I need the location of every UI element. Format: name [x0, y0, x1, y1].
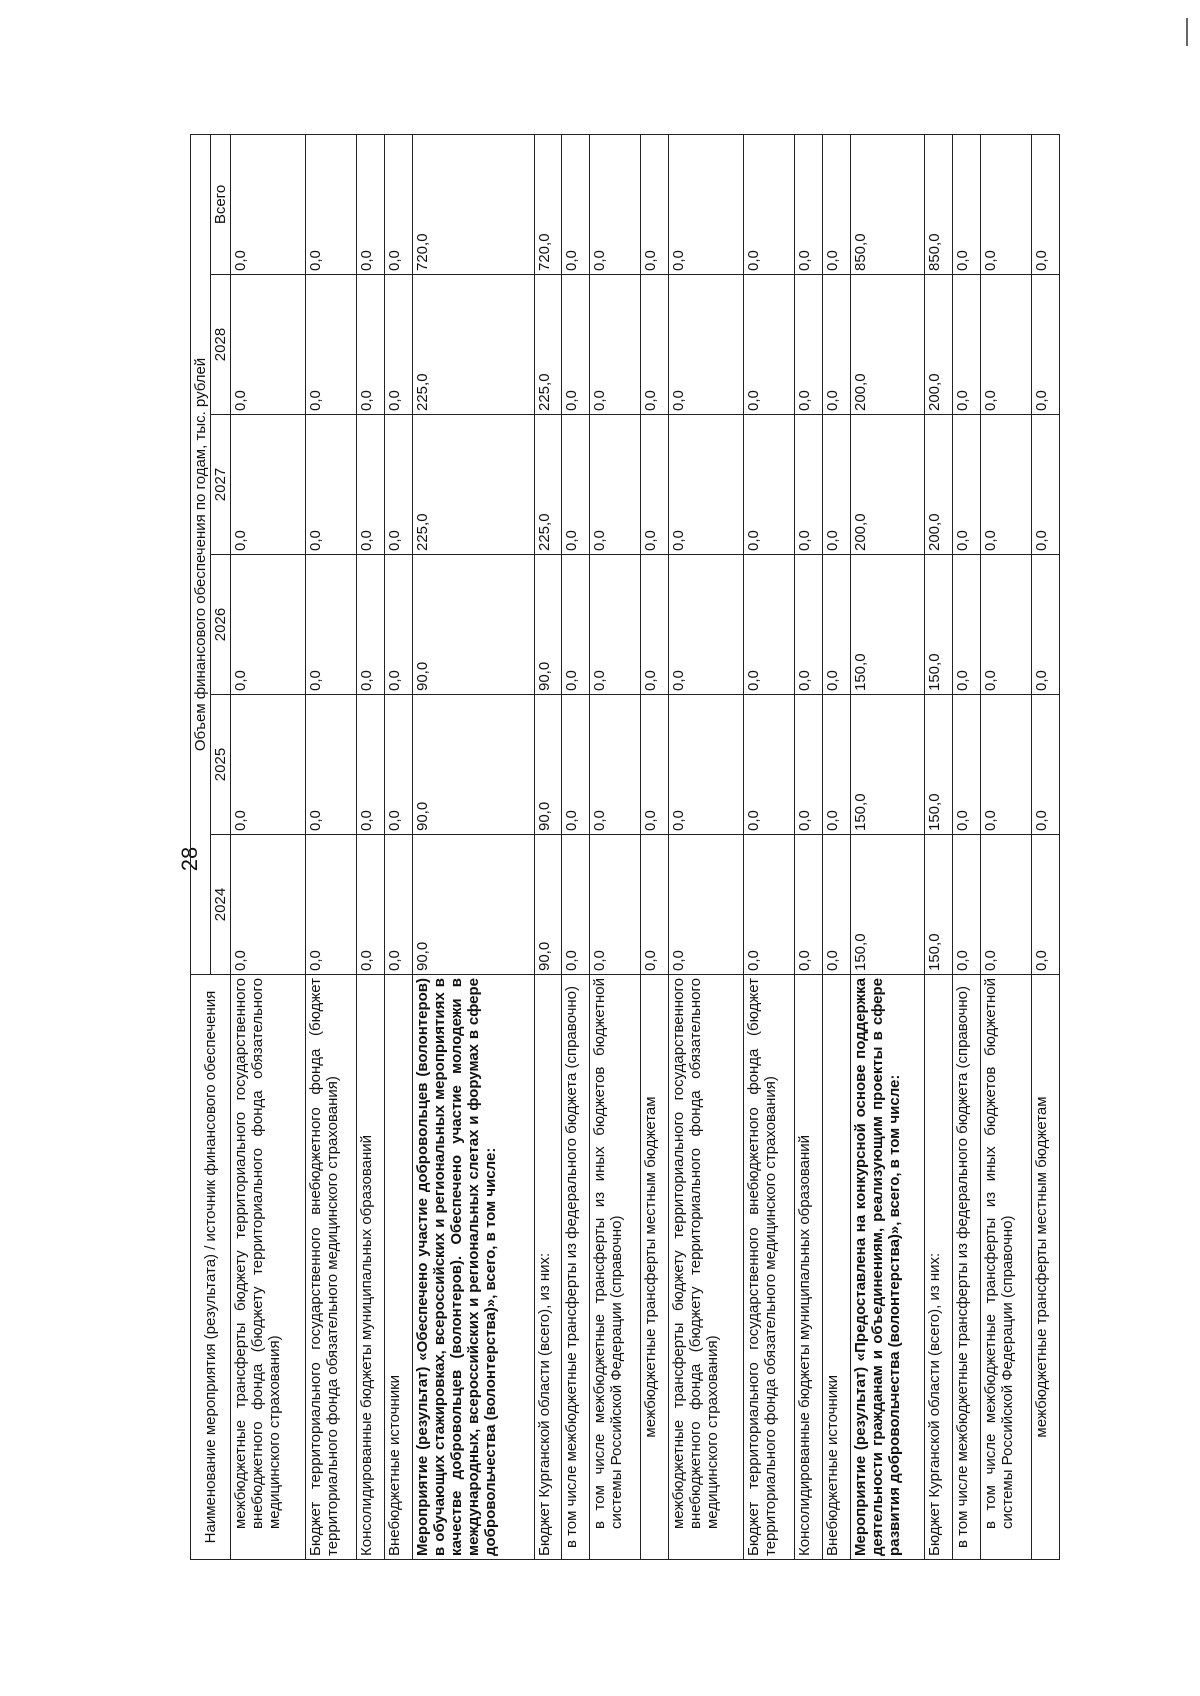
scan-mark [1186, 18, 1188, 46]
row-value: 0,0 [305, 695, 356, 835]
row-value: 0,0 [669, 275, 744, 415]
row-value: 150,0 [925, 835, 953, 975]
row-value: 0,0 [980, 555, 1031, 695]
table-row [795, 134, 823, 1559]
row-value: 200,0 [850, 275, 925, 415]
table-row [980, 134, 1031, 1559]
row-value: 90,0 [412, 835, 534, 975]
row-value: 90,0 [534, 695, 562, 835]
row-value: 225,0 [534, 275, 562, 415]
header-volume: Объем финансового обеспечения по годам, тыс. рублей [191, 134, 211, 974]
row-name: Консолидированные бюджеты муниципальных образований [357, 975, 385, 1560]
row-value: 0,0 [795, 835, 823, 975]
row-value: 0,0 [590, 275, 641, 415]
row-value: 0,0 [822, 415, 850, 555]
row-value: 0,0 [743, 835, 794, 975]
row-value: 0,0 [305, 415, 356, 555]
financing-table [190, 134, 1060, 1560]
row-value: 0,0 [641, 275, 669, 415]
row-value: 0,0 [822, 695, 850, 835]
row-value: 150,0 [850, 835, 925, 975]
row-value: 200,0 [850, 415, 925, 555]
row-value: 90,0 [412, 555, 534, 695]
row-name: межбюджетные трансферты бюджету территориального государственного внебюджетного фонда (бюджету территориального фонда обязательного медицинского страхования) [669, 975, 744, 1560]
row-value: 0,0 [357, 415, 385, 555]
row-value: 225,0 [412, 415, 534, 555]
row-value: 0,0 [590, 555, 641, 695]
row-name: Внебюджетные источники [384, 975, 412, 1560]
table-row [641, 134, 669, 1559]
row-value: 0,0 [357, 695, 385, 835]
row-name: в том числе межбюджетные трансферты из иных бюджетов бюджетной системы Российской Федерации (справочно) [980, 975, 1031, 1560]
row-value: 0,0 [795, 555, 823, 695]
page-number: 28 [177, 846, 202, 872]
row-value: 0,0 [590, 695, 641, 835]
row-value: 0,0 [795, 415, 823, 555]
row-value: 0,0 [795, 275, 823, 415]
row-value: 0,0 [1032, 555, 1060, 695]
row-value: 0,0 [590, 415, 641, 555]
row-value: 0,0 [822, 275, 850, 415]
row-value: 0,0 [562, 835, 590, 975]
row-value: 150,0 [925, 555, 953, 695]
row-value: 0,0 [980, 835, 1031, 975]
row-total: 720,0 [534, 134, 562, 274]
row-total: 0,0 [357, 134, 385, 274]
row-name: Мероприятие (результат) «Обеспечено участие добровольцев (волонтеров) в обучающих стажировках, всероссийских и региональных мероприятиях в качестве добровольцев (волонтеров). Обеспечено участие молодежи в международных, всероссийских и региональных слетах и форумах в сфере добровольчества (волонтерства)», всего, в том числе: [412, 975, 534, 1560]
row-value: 0,0 [231, 415, 306, 555]
row-value: 0,0 [953, 275, 981, 415]
row-value: 0,0 [641, 835, 669, 975]
row-value: 0,0 [1032, 415, 1060, 555]
row-value: 0,0 [795, 695, 823, 835]
row-name: Внебюджетные источники [822, 975, 850, 1560]
table-row [562, 134, 590, 1559]
table-row [850, 134, 925, 1559]
row-name: Бюджет Курганской области (всего), из них: [534, 975, 562, 1560]
row-total: 0,0 [822, 134, 850, 274]
row-total: 0,0 [305, 134, 356, 274]
row-value: 0,0 [1032, 695, 1060, 835]
row-name: Бюджет территориального государственного внебюджетного фонда (бюджет территориального фонда обязательного медицинского страхования) [743, 975, 794, 1560]
table-row [357, 134, 385, 1559]
row-total: 0,0 [795, 134, 823, 274]
row-value: 0,0 [953, 555, 981, 695]
row-value: 0,0 [384, 415, 412, 555]
row-total: 850,0 [925, 134, 953, 274]
row-value: 0,0 [980, 695, 1031, 835]
row-name: в том числе межбюджетные трансферты из федерального бюджета (справочно) [953, 975, 981, 1560]
header-year: 2026 [211, 555, 231, 695]
table-row [231, 134, 306, 1559]
row-value: 0,0 [562, 555, 590, 695]
row-value: 0,0 [743, 415, 794, 555]
table-row [925, 134, 953, 1559]
row-value: 0,0 [231, 835, 306, 975]
header-year: 2028 [211, 275, 231, 415]
row-total: 0,0 [669, 134, 744, 274]
row-value: 0,0 [305, 835, 356, 975]
row-value: 0,0 [590, 835, 641, 975]
row-name: в том числе межбюджетные трансферты из федерального бюджета (справочно) [562, 975, 590, 1560]
row-total: 0,0 [590, 134, 641, 274]
row-value: 0,0 [641, 415, 669, 555]
row-value: 0,0 [1032, 275, 1060, 415]
row-total: 0,0 [231, 134, 306, 274]
row-total: 0,0 [1032, 134, 1060, 274]
row-value: 0,0 [384, 835, 412, 975]
header-total: Всего [211, 134, 231, 274]
row-name: межбюджетные трансферты бюджету территориального государственного внебюджетного фонда (бюджету территориального фонда обязательного медицинского страхования) [231, 975, 306, 1560]
row-value: 0,0 [980, 275, 1031, 415]
row-value: 150,0 [850, 695, 925, 835]
row-total: 720,0 [412, 134, 534, 274]
table-row [305, 134, 356, 1559]
row-value: 150,0 [925, 695, 953, 835]
header-name: Наименование мероприятия (результата) / источник финансового обеспечения [191, 975, 231, 1560]
row-value: 0,0 [357, 555, 385, 695]
table-row [743, 134, 794, 1559]
row-total: 0,0 [641, 134, 669, 274]
row-value: 0,0 [743, 695, 794, 835]
row-value: 0,0 [562, 415, 590, 555]
row-value: 0,0 [305, 275, 356, 415]
row-value: 0,0 [1032, 835, 1060, 975]
row-name: межбюджетные трансферты местным бюджетам [641, 975, 669, 1560]
row-name: Консолидированные бюджеты муниципальных образований [795, 975, 823, 1560]
header-row-1 [191, 134, 211, 1559]
row-value: 0,0 [953, 695, 981, 835]
row-name: в том числе межбюджетные трансферты из иных бюджетов бюджетной системы Российской Федерации (справочно) [590, 975, 641, 1560]
row-value: 225,0 [534, 415, 562, 555]
row-value: 0,0 [231, 555, 306, 695]
row-value: 0,0 [384, 555, 412, 695]
table-row [590, 134, 641, 1559]
row-value: 200,0 [925, 415, 953, 555]
row-value: 0,0 [980, 415, 1031, 555]
row-name: Бюджет Курганской области (всего), из них: [925, 975, 953, 1560]
row-total: 0,0 [384, 134, 412, 274]
row-value: 0,0 [357, 275, 385, 415]
row-total: 0,0 [743, 134, 794, 274]
table-row [822, 134, 850, 1559]
row-value: 150,0 [850, 555, 925, 695]
row-total: 850,0 [850, 134, 925, 274]
table-row [412, 134, 534, 1559]
row-value: 225,0 [412, 275, 534, 415]
table-row [384, 134, 412, 1559]
table-row [534, 134, 562, 1559]
row-total: 0,0 [562, 134, 590, 274]
row-total: 0,0 [980, 134, 1031, 274]
table-row [669, 134, 744, 1559]
row-name: межбюджетные трансферты местным бюджетам [1032, 975, 1060, 1560]
header-year: 2025 [211, 695, 231, 835]
table-row [1032, 134, 1060, 1559]
row-value: 0,0 [562, 695, 590, 835]
row-value: 0,0 [669, 415, 744, 555]
row-value: 90,0 [534, 555, 562, 695]
row-value: 0,0 [305, 555, 356, 695]
row-value: 0,0 [384, 275, 412, 415]
table-row [953, 134, 981, 1559]
row-name: Мероприятие (результат) «Предоставлена на конкурсной основе поддержка деятельности гражданам и объединениям, реализующим проекты в сфере развития добровольчества (волонтерства)», всего, в том числе: [850, 975, 925, 1560]
row-value: 0,0 [641, 695, 669, 835]
row-name: Бюджет территориального государственного внебюджетного фонда (бюджет территориального фонда обязательного медицинского страхования) [305, 975, 356, 1560]
row-value: 0,0 [231, 275, 306, 415]
rotated-table-wrapper [190, 135, 1060, 1560]
row-value: 0,0 [231, 695, 306, 835]
row-value: 0,0 [743, 275, 794, 415]
row-value: 0,0 [357, 835, 385, 975]
row-value: 90,0 [412, 695, 534, 835]
row-value: 0,0 [562, 275, 590, 415]
row-value: 200,0 [925, 275, 953, 415]
row-value: 0,0 [822, 835, 850, 975]
row-value: 0,0 [822, 555, 850, 695]
row-value: 0,0 [641, 555, 669, 695]
row-total: 0,0 [953, 134, 981, 274]
row-value: 0,0 [743, 555, 794, 695]
header-year: 2024 [211, 835, 231, 975]
row-value: 0,0 [953, 835, 981, 975]
row-value: 0,0 [669, 555, 744, 695]
row-value: 0,0 [669, 695, 744, 835]
row-value: 90,0 [534, 835, 562, 975]
row-value: 0,0 [669, 835, 744, 975]
row-value: 0,0 [953, 415, 981, 555]
row-value: 0,0 [384, 695, 412, 835]
header-year: 2027 [211, 415, 231, 555]
